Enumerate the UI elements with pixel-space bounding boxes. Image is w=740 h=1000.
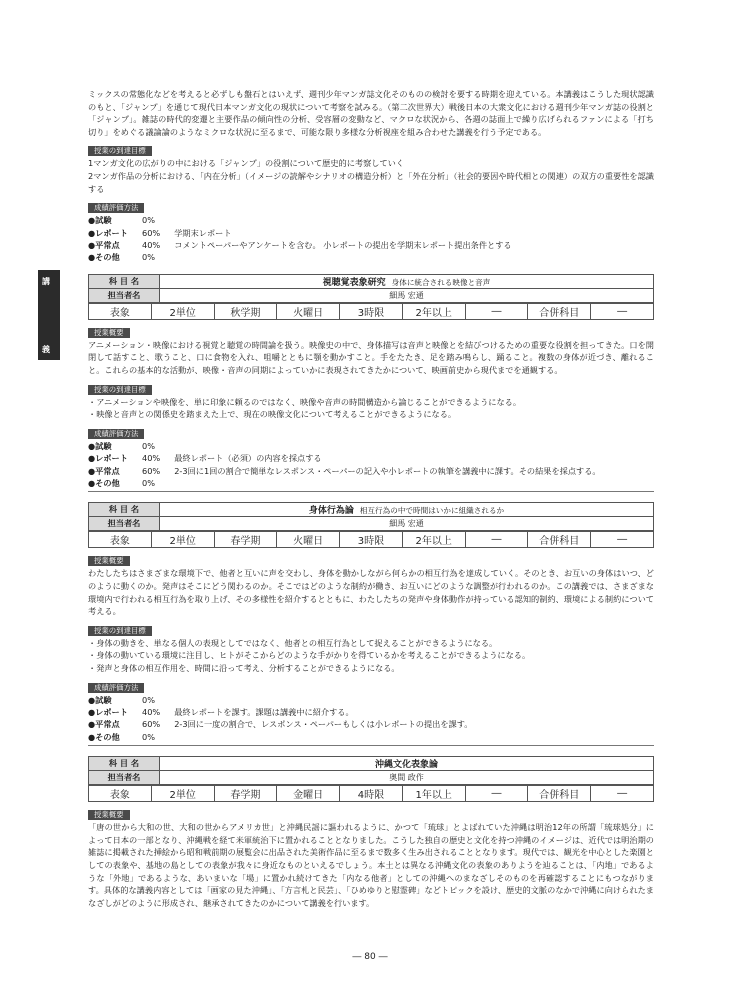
attr-dash: ― [465, 786, 528, 802]
attr-credits: 2単位 [151, 532, 214, 548]
course-summary: わたしたちはさまざまな環境下で、他者と互いに声を交わし、身体を動かしながら何らかの相互行為を達成していく。そのとき、お互いの身体はいつ、どのように動くのか。発声はそこにどう関わるのか。そこではどのような制約が働き、お互いにどのような調整が行われるのか。この講義では、さまざまな環境内で行われる相互行為を取り上げ、その多様性を紹介するとともに、わたしたちの発声や身体動作が持っている認知的制約、環境による制約について考える。 [88, 568, 654, 617]
attr-period: 3時限 [340, 303, 403, 319]
teacher-label: 担当者名 [89, 288, 160, 302]
eval-value: 60% [142, 227, 161, 238]
eval-value: 0% [142, 440, 155, 451]
intro-text: ミックスの常態化などを考えると必ずしも盤石とはいえず、週刊少年マンガ誌文化そのものの検討を要する時期を迎えている。本講義はこうした現状認識のもと、「ジャンプ」を通じて現代日本マンガ文化の現状について考察を試みる。（第二次世界大）戦後日本の大衆文化における週刊少年マンガ誌の役割と「ジャンプ」。雑誌の時代的変遷と主要作品の傾向性の分析、受容層の変動など、マクロな状況から、各週の誌面上で繰り広げられるファンによる「打ち切り」をめぐる議論論のようなミクロな状況に至るまで、可能な限り多様な分析視座を組み合わせた講義を行う予定である。 [88, 89, 654, 137]
eval-key: ●レポート [88, 227, 128, 238]
eval-value: 0% [142, 731, 155, 742]
attr-dash: ― [465, 303, 528, 319]
course-subtitle: 身体に統合される映像と音声 [391, 277, 491, 287]
divider [88, 745, 654, 746]
course-title-cell [160, 503, 654, 517]
course-summary: アニメーション・映像における視覚と聴覚の時間論を扱う。映像史の中で、身体描写は音声と映像とを結びつけるための重要な役割を担ってきた。口を開閉して話すこと、歌うこと、口に食物を入れ、咀嚼とともに顎を動かすこと。手をたたき、足を踏み鳴らし、踊ること。複数の身体が近づき、離れること。これらの基本的な活動が、映像・音声の同期によっていかに表現されてきたかについて、映画前史から現代までを通観する。 [88, 339, 654, 375]
attr-field: 表象 [89, 303, 152, 319]
attr-field: 表象 [89, 786, 152, 802]
teacher-label: 担当者名 [89, 771, 160, 785]
attr-day: 火曜日 [277, 303, 340, 319]
eval-row [88, 227, 654, 239]
divider [88, 491, 654, 492]
course-subtitle: 相互行為の中で時間はいかに組織されるか [359, 506, 505, 516]
eval-value: 60% [142, 465, 161, 476]
course-goal: ・発声と身体の相互作用を、時間に沿って考え、分析することができるようになる。 [88, 662, 400, 673]
eval-key: ●平常点 [88, 719, 120, 730]
course-block [88, 502, 654, 746]
intro-eval-label: 成績評価方法 [88, 203, 144, 213]
course-attr-table [88, 303, 654, 320]
course-attr-table [88, 531, 654, 548]
attr-period: 4時限 [340, 786, 403, 802]
attr-term: 春学期 [214, 786, 277, 802]
attr-period: 3時限 [340, 532, 403, 548]
attr-day: 火曜日 [277, 532, 340, 548]
course-summary: 「唐の世から大和の世、大和の世からアメリカ世」と沖縄民謡に謳われるように、かつて「琉球」とよばれていた沖縄は明治12年の所謂「琉球処分」によって日本の一部となり、沖縄戦を経て米軍統治下に置かれることとなりました。こうした独自の歴史と文化を持つ沖縄のイメージは、近代では明治期の雑誌に掲載された挿絵から昭和戦前期の展覧会に出品された美術作品に至るまで数多く生み出されることとなります。現代では、観光を中心とした楽園としての表象や、基地の島としての表象が我々に身近なものといえるでしょう。本土とは異なる沖縄文化の表象のありようを辿ることは、「内地」であるような「外地」であるような、あいまいな「場」に置かれ続けてきた「内なる他者」としての沖縄へのまなざしそのものを再確認することにもつながります。具体的な講義内容としては「画家の見た沖縄」、「方言札と民芸」、「ひめゆりと慰霊碑」などトピックを設け、歴史的文脈のなかで沖縄に向けられたまなざしがどのように形成され、継承されてきたのかについて講義を行います。 [88, 822, 654, 908]
side-tab-char-1: 講 [42, 277, 50, 286]
eval-row [88, 214, 654, 226]
summary-label: 授業概要 [88, 810, 130, 820]
subject-label: 科 目 名 [89, 757, 160, 771]
attr-joint: 合併科目 [528, 303, 591, 319]
summary-label: 授業概要 [88, 556, 130, 566]
page-number: ― 80 ― [352, 952, 388, 962]
intro-goal-label: 授業の到達目標 [88, 146, 152, 156]
eval-key: ●その他 [88, 252, 120, 263]
course-title-cell [160, 274, 654, 288]
course-block [88, 756, 654, 909]
eval-row [88, 718, 654, 730]
eval-key: ●試験 [88, 215, 112, 226]
eval-row [88, 452, 654, 464]
eval-row [88, 706, 654, 718]
eval-value: 60% [142, 719, 161, 730]
course-eval [88, 694, 654, 744]
attr-term: 秋学期 [214, 303, 277, 319]
attr-year: 1年以上 [402, 786, 465, 802]
attr-year: 2年以上 [402, 303, 465, 319]
eval-value: 0% [142, 252, 155, 263]
course-teacher: 細馬 宏通 [160, 517, 654, 531]
eval-row [88, 251, 654, 263]
eval-row [88, 477, 654, 489]
eval-key: ●レポート [88, 706, 128, 717]
eval-key: ●レポート [88, 453, 128, 464]
eval-row [88, 731, 654, 743]
eval-key: ●平常点 [88, 239, 120, 250]
summary-label: 授業概要 [88, 328, 130, 338]
course-teacher: 細馬 宏通 [160, 288, 654, 302]
eval-row [88, 440, 654, 452]
eval-value: 40% [142, 239, 161, 250]
attr-joint: 合併科目 [528, 786, 591, 802]
eval-desc: 最終レポート（必須）の内容を採点する [174, 453, 322, 464]
eval-key: ●その他 [88, 731, 120, 742]
course-header-table [88, 502, 654, 531]
side-tab-char-2: 義 [42, 345, 50, 354]
course-goal: ・映像と音声との関係史を踏まえた上で、現在の映像文化について考えることができるようになる。 [88, 409, 457, 420]
attr-term: 春学期 [214, 532, 277, 548]
eval-desc: 学期末レポート [174, 227, 232, 238]
eval-key: ●試験 [88, 440, 112, 451]
eval-value: 0% [142, 215, 155, 226]
eval-desc: 2-3回に1回の割合で簡単なレスポンス・ペーパーの記入や小レポートの執筆を講義中に課す。その結果を採点する。 [174, 465, 601, 476]
attr-joint: 合併科目 [528, 532, 591, 548]
attr-dash: ― [591, 786, 654, 802]
eval-value: 0% [142, 477, 155, 488]
eval-value: 40% [142, 706, 161, 717]
eval-key: ●平常点 [88, 465, 120, 476]
eval-desc: コメントペーパーやアンケートを含む。 小レポートの提出を学期末レポート提出条件とする [174, 239, 512, 250]
subject-label: 科 目 名 [89, 503, 160, 517]
course-teacher: 奥間 政作 [160, 771, 654, 785]
eval-key: ●その他 [88, 477, 120, 488]
eval-row [88, 239, 654, 251]
teacher-label: 担当者名 [89, 517, 160, 531]
course-eval [88, 440, 654, 490]
course-title: 視聴覚表象研究 [322, 277, 386, 288]
course-title-cell [160, 757, 654, 771]
attr-year: 2年以上 [402, 532, 465, 548]
course-block [88, 274, 654, 493]
course-attr-table [88, 785, 654, 802]
eval-key: ●試験 [88, 694, 112, 705]
attr-dash: ― [465, 532, 528, 548]
subject-label: 科 目 名 [89, 274, 160, 288]
intro-section [88, 88, 654, 264]
eval-value: 40% [142, 453, 161, 464]
goal-label: 授業の到達目標 [88, 385, 152, 395]
attr-dash: ― [591, 303, 654, 319]
course-header-table [88, 274, 654, 303]
eval-desc: 最終レポートを課す。課題は講義中に紹介する。 [174, 706, 354, 717]
course-goal: ・身体の動きを、単なる個人の表現としてではなく、他者との相互行為として捉えることができるようになる。 [88, 637, 498, 648]
intro-eval [88, 214, 654, 264]
course-header-table [88, 756, 654, 785]
syllabus-page [88, 88, 654, 909]
intro-goal-2: 2マンガ作品の分析における、「内在分析」（イメージの読解やシナリオの構造分析）と「外在分析」（社会的要因や時代相との関連）の双方の重要性を認識する [88, 170, 654, 194]
attr-credits: 2単位 [151, 303, 214, 319]
course-title: 沖縄文化表象論 [374, 760, 438, 771]
attr-dash: ― [591, 532, 654, 548]
course-goal: ・身体の動いている環境に注目し、ヒトがそこからどのような手がかりを得ているかを考えることができるようになる。 [88, 650, 531, 661]
attr-field: 表象 [89, 532, 152, 548]
eval-desc: 2-3回に一度の割合で、レスポンス・ペーパーもしくは小レポートの提出を課す。 [174, 719, 473, 730]
eval-row [88, 465, 654, 477]
eval-label: 成績評価方法 [88, 683, 144, 693]
goal-label: 授業の到達目標 [88, 626, 152, 636]
course-goal: ・アニメーションや映像を、単に印象に頼るのではなく、映像や音声の時間構造から論じることができるようになる。 [88, 396, 522, 407]
intro-goal-1: 1マンガ文化の広がりの中における「ジャンプ」の役割について歴史的に考察していく [88, 158, 405, 169]
eval-row [88, 694, 654, 706]
eval-value: 0% [142, 694, 155, 705]
course-title: 身体行為論 [308, 506, 354, 517]
attr-credits: 2単位 [151, 786, 214, 802]
eval-label: 成績評価方法 [88, 429, 144, 439]
attr-day: 金曜日 [277, 786, 340, 802]
side-tab [38, 270, 60, 360]
